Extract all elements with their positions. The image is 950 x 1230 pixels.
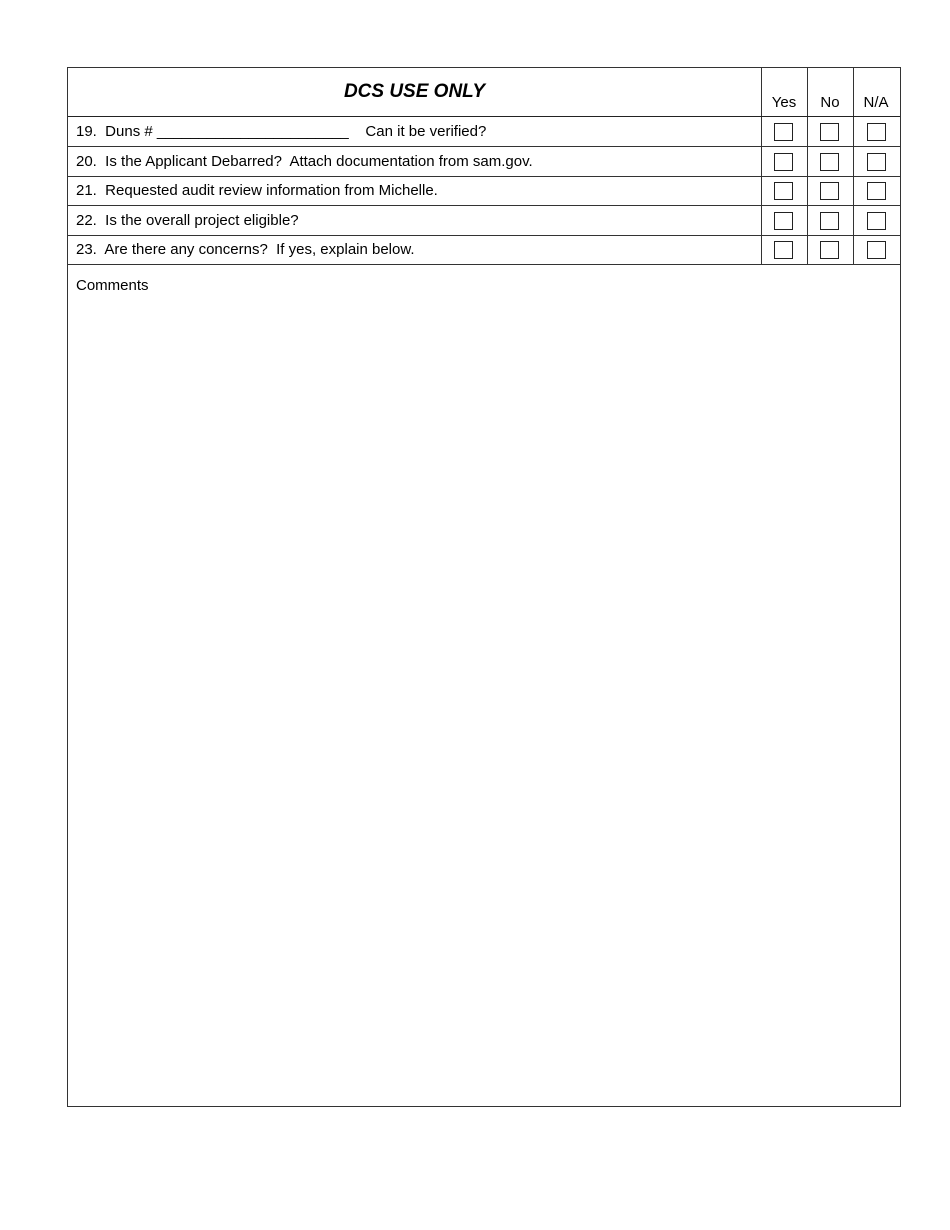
comments-label: Comments	[76, 277, 149, 294]
na-checkbox[interactable]	[867, 241, 886, 259]
na-checkbox[interactable]	[867, 123, 886, 141]
no-checkbox[interactable]	[820, 182, 839, 200]
column-header-na: N/A	[863, 94, 889, 111]
question-text: 21. Requested audit review information from Michelle.	[76, 182, 438, 199]
question-row-22	[68, 206, 900, 236]
question-text: 20. Is the Applicant Debarred? Attach documentation from sam.gov.	[76, 153, 533, 170]
column-header-yes: Yes	[771, 94, 797, 111]
yes-checkbox[interactable]	[774, 241, 793, 259]
no-checkbox[interactable]	[820, 212, 839, 230]
no-checkbox[interactable]	[820, 123, 839, 141]
no-checkbox[interactable]	[820, 153, 839, 171]
question-row-20	[68, 147, 900, 177]
question-text: 19. Duns # _______________________ Can it be verified?	[76, 123, 487, 140]
yes-checkbox[interactable]	[774, 212, 793, 230]
question-row-23	[68, 235, 900, 265]
question-text: 22. Is the overall project eligible?	[76, 212, 299, 229]
no-checkbox[interactable]	[820, 241, 839, 259]
dcs-use-only-form	[67, 67, 901, 1107]
na-checkbox[interactable]	[867, 182, 886, 200]
yes-checkbox[interactable]	[774, 182, 793, 200]
na-checkbox[interactable]	[867, 212, 886, 230]
section-title: DCS USE ONLY	[343, 81, 486, 102]
yes-checkbox[interactable]	[774, 123, 793, 141]
na-checkbox[interactable]	[867, 153, 886, 171]
question-text: 23. Are there any concerns? If yes, explain below.	[76, 241, 415, 258]
column-header-no: No	[820, 94, 840, 111]
yes-checkbox[interactable]	[774, 153, 793, 171]
question-row-21	[68, 176, 900, 206]
question-row-19	[68, 117, 900, 147]
header-row	[68, 68, 900, 117]
